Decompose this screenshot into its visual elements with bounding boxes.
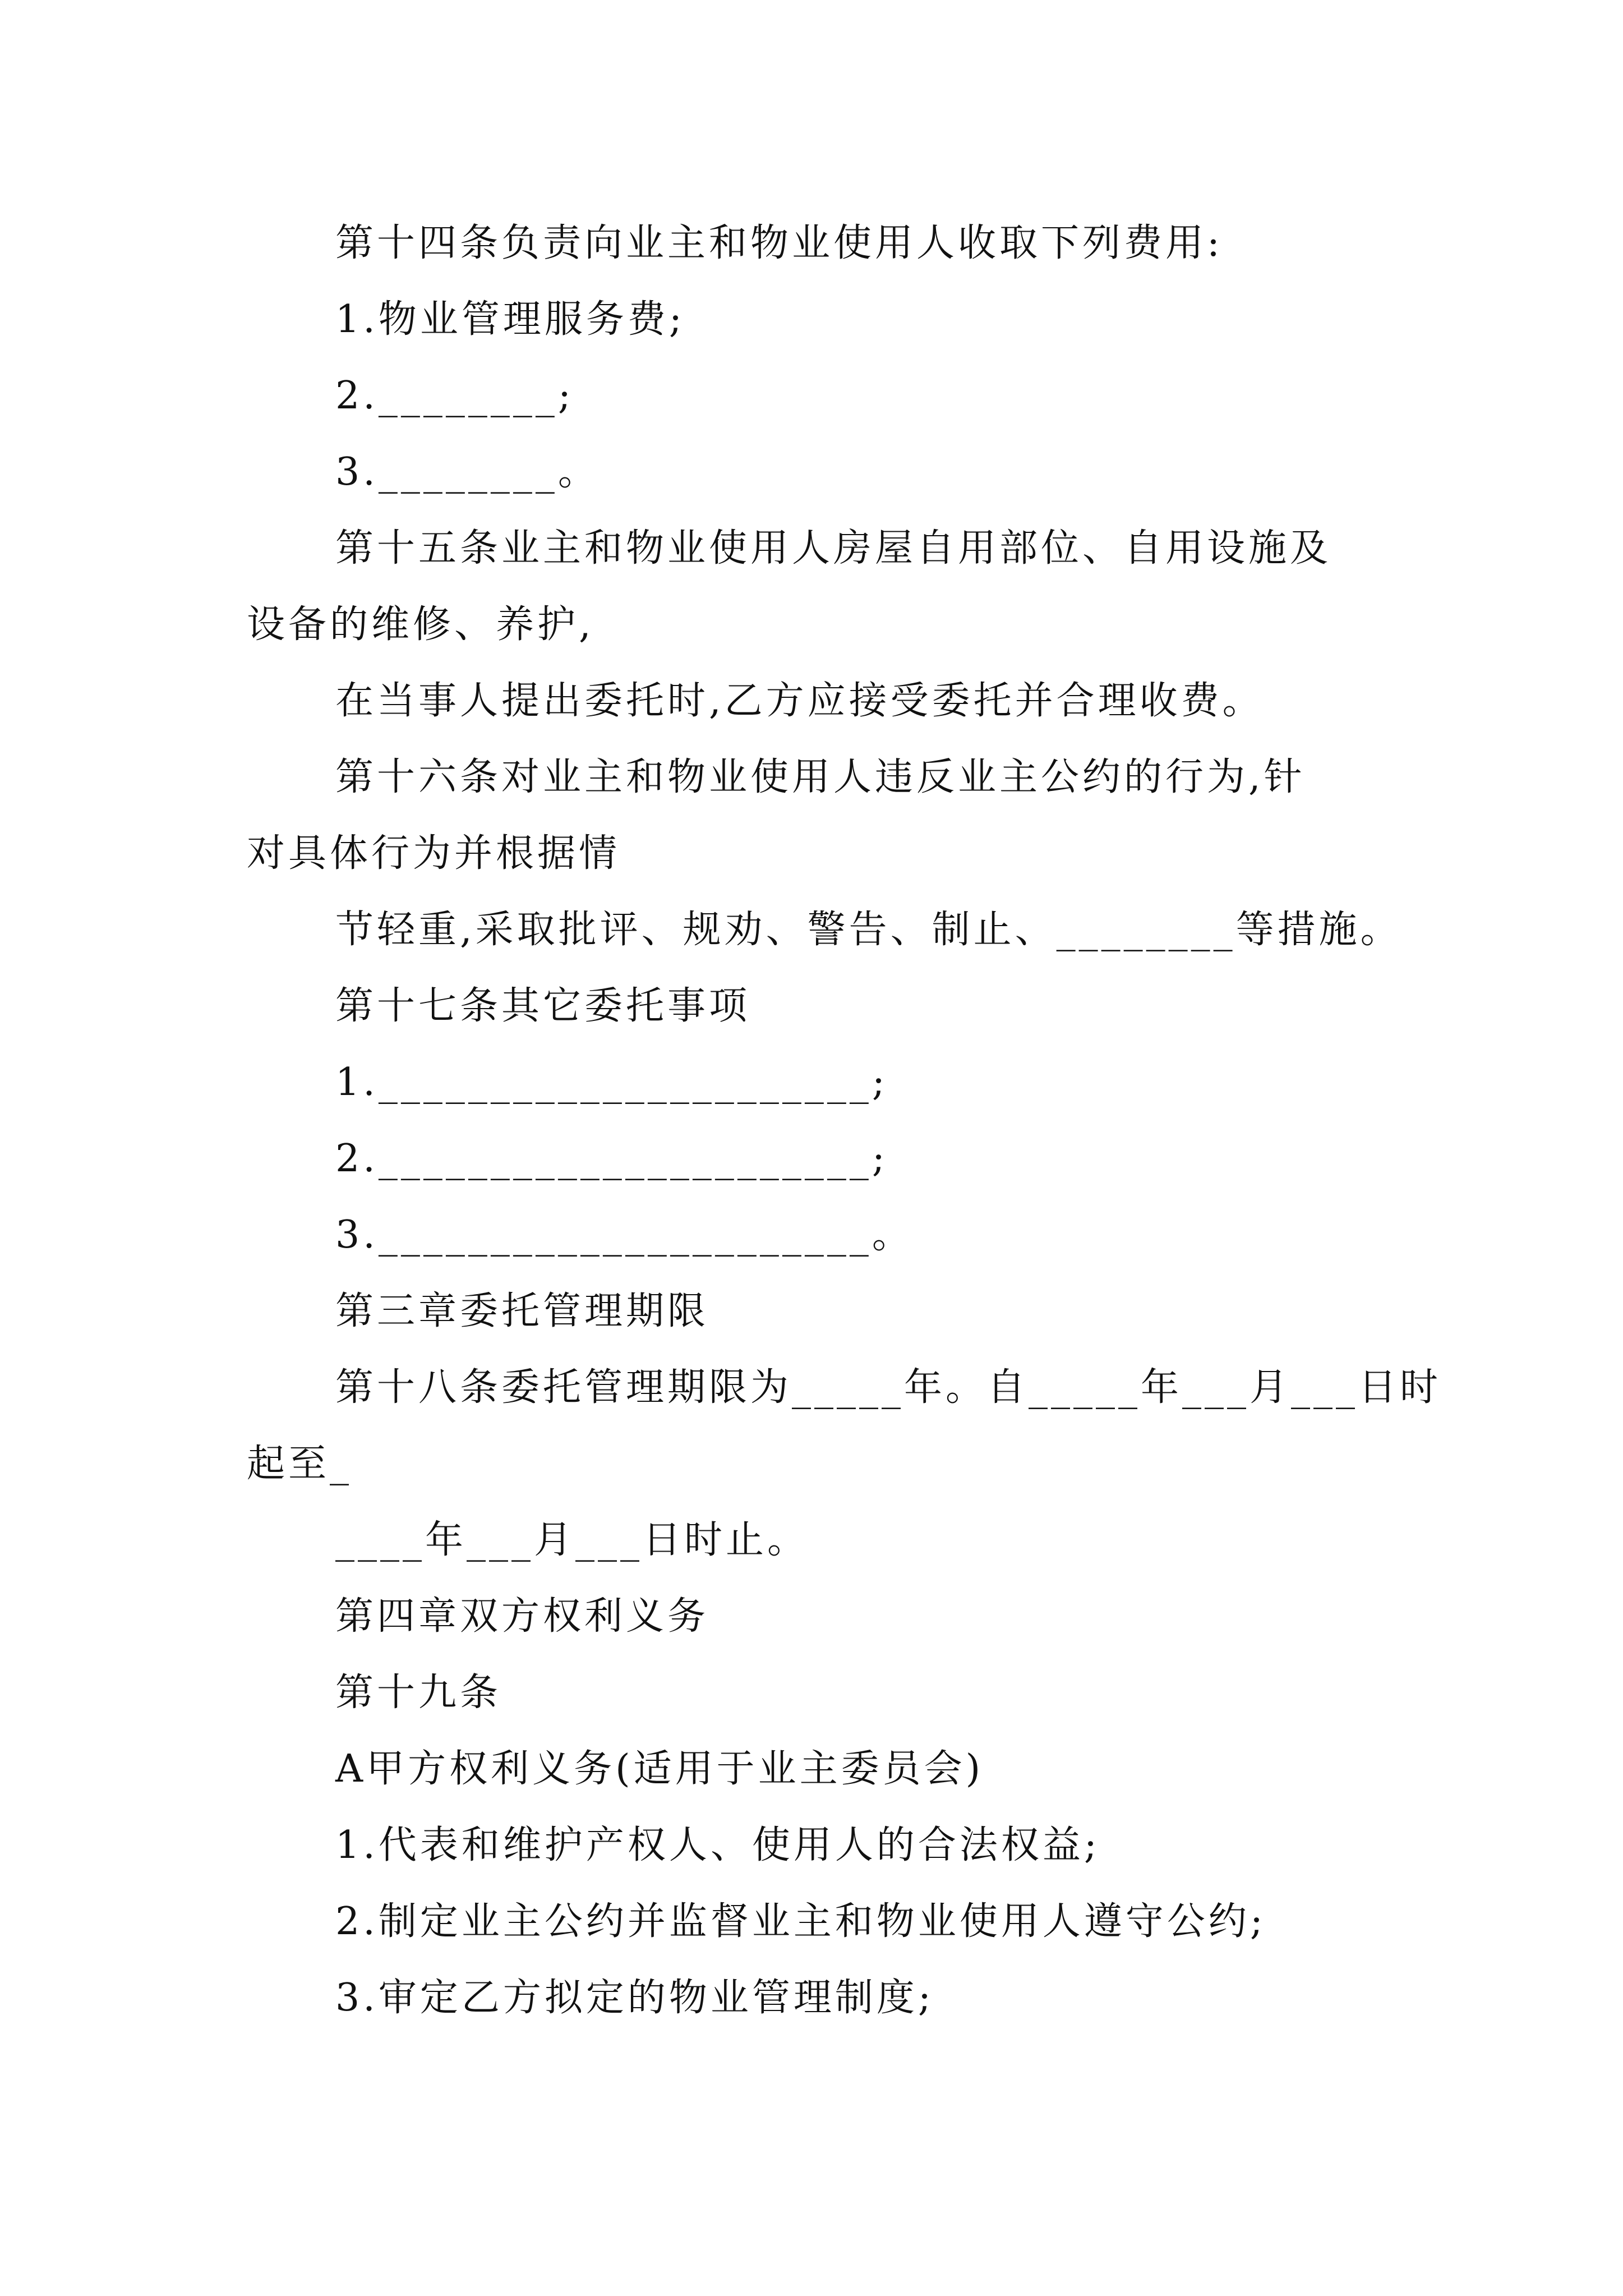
text-line: ____年___月___日时止。: [335, 1518, 809, 1562]
text-line: 3.______________________。: [335, 1213, 914, 1257]
text-line: 1.物业管理服务费;: [335, 297, 685, 342]
text-line: 第十六条对业主和物业使用人违反业主公约的行为,针: [335, 755, 1306, 799]
text-line: 3.审定乙方拟定的物业管理制度;: [335, 1976, 934, 2020]
text-line: 2.______________________;: [335, 1137, 888, 1181]
text-line: 1.______________________;: [335, 1060, 888, 1105]
text-line: 第三章委托管理期限: [335, 1289, 709, 1333]
text-line: 第十五条业主和物业使用人房屋自用部位、自用设施及: [335, 526, 1332, 570]
text-line: 1.代表和维护产权人、使用人的合法权益;: [335, 1823, 1100, 1867]
text-line: 在当事人提出委托时,乙方应接受委托并合理收费。: [335, 679, 1264, 723]
text-line: 节轻重,采取批评、规劝、警告、制止、________等措施。: [335, 908, 1402, 952]
text-line: 第四章双方权利义务: [335, 1594, 709, 1639]
text-line: 2.制定业主公约并监督业主和物业使用人遵守公约;: [335, 1899, 1266, 1944]
text-line: 3.________。: [335, 450, 600, 494]
text-line: 第十八条委托管理期限为_____年。自_____年___月___日时: [335, 1365, 1442, 1410]
text-line: 第十七条其它委托事项: [335, 984, 751, 1028]
text-line: 第十九条: [335, 1671, 502, 1715]
text-line: 对具体行为并根据情: [247, 831, 621, 876]
text-line: A甲方权利义务(适用于业主委员会): [335, 1747, 984, 1791]
text-line: 起至_: [247, 1442, 353, 1486]
text-line: 2.________;: [335, 374, 574, 418]
text-line: 第十四条负责向业主和物业使用人收取下列费用:: [335, 221, 1223, 265]
text-line: 设备的维修、养护,: [247, 602, 594, 647]
